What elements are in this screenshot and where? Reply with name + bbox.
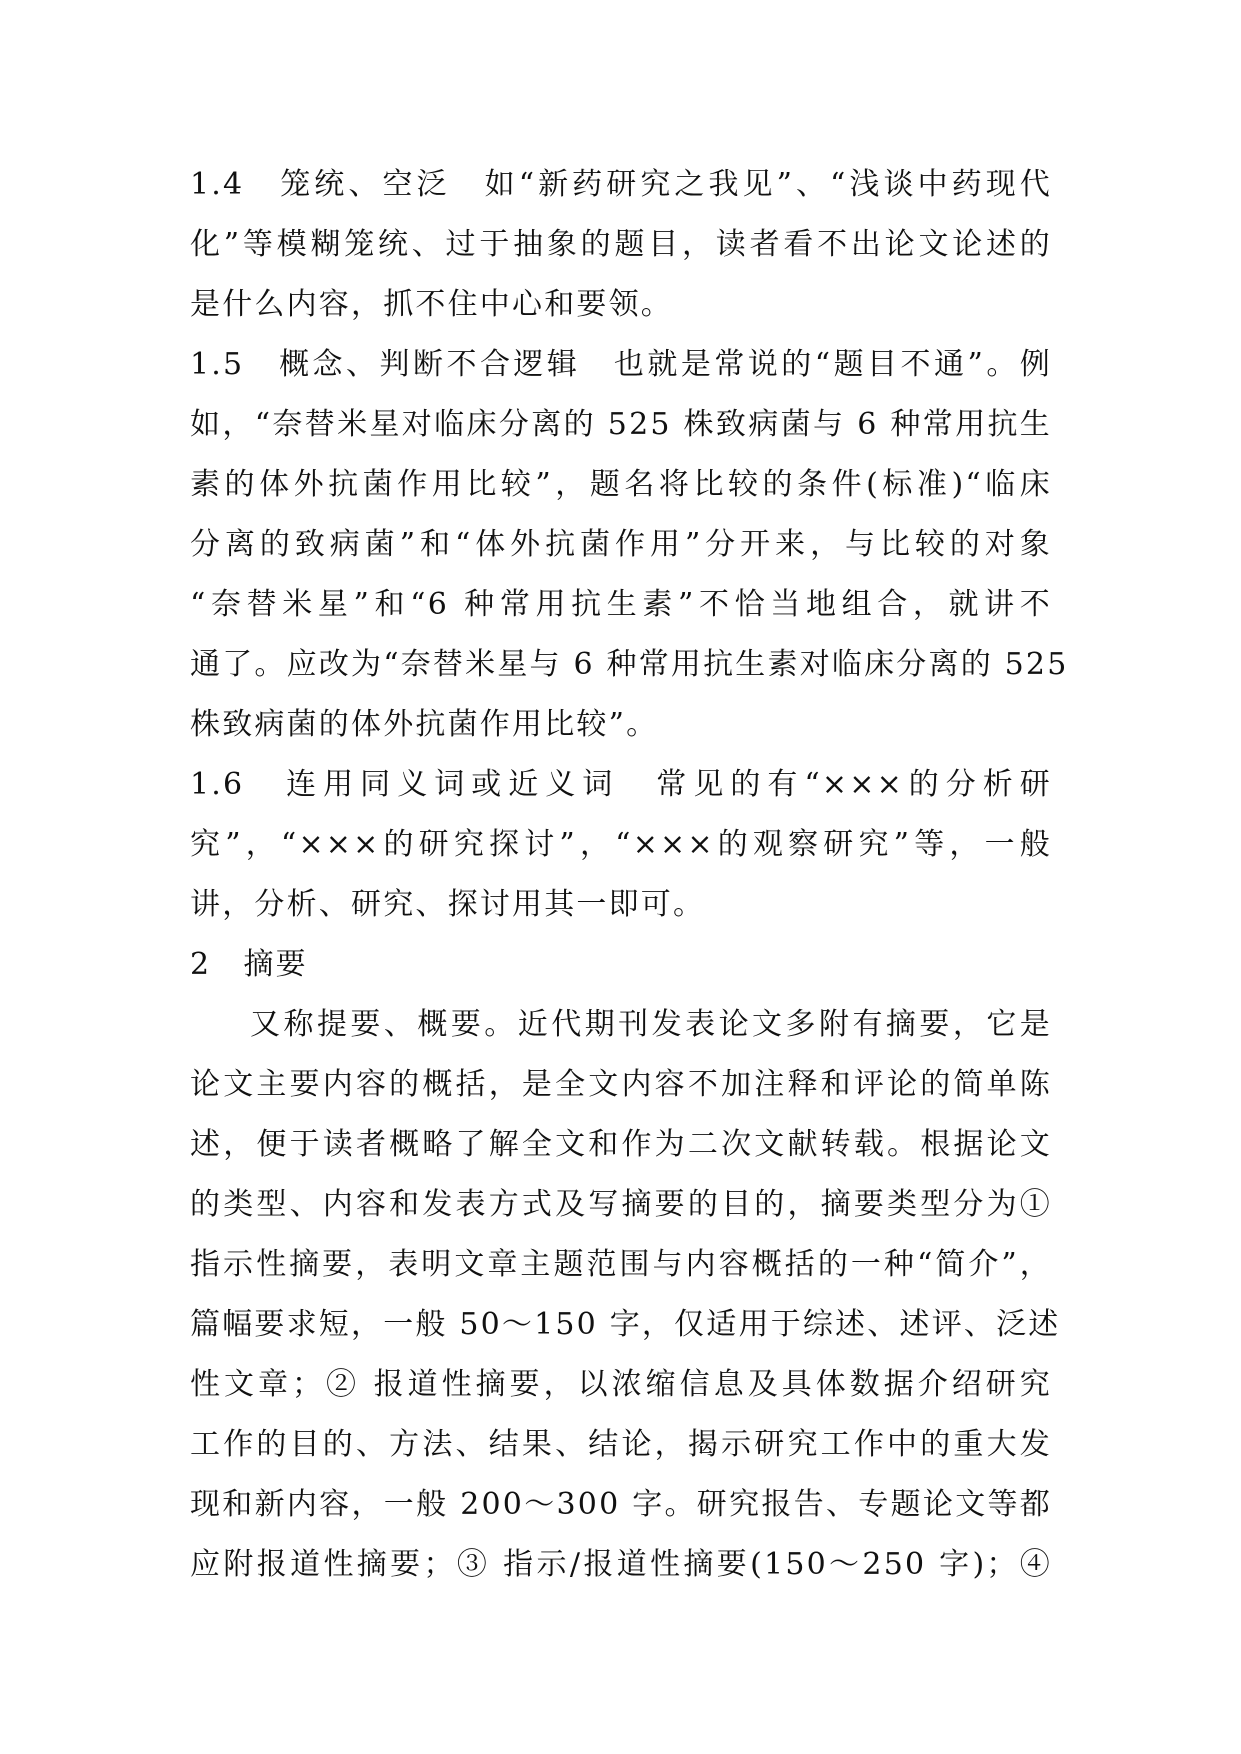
text-line: 述，便于读者概略了解全文和作为二次文献转载。根据论文 — [190, 1127, 1052, 1162]
text-line: 株致病菌的体外抗菌作用比较”。 — [190, 707, 659, 742]
text-line: 分离的致病菌”和“体外抗菌作用”分开来，与比较的对象 — [190, 527, 1052, 562]
document-page — [190, 155, 1069, 1595]
text-line: “奈替米星”和“6 种常用抗生素”不恰当地组合，就讲不 — [190, 587, 1052, 622]
text-line: 是什么内容，抓不住中心和要领。 — [190, 287, 673, 322]
text-line: 化”等模糊笼统、过于抽象的题目，读者看不出论文论述的 — [190, 227, 1052, 262]
text-line: 素的体外抗菌作用比较”，题名将比较的条件(标准)“临床 — [190, 467, 1052, 502]
text-line: 篇幅要求短，一般 50～150 字，仅适用于综述、述评、泛述 — [190, 1307, 1061, 1342]
text-line: 指示性摘要，表明文章主题范围与内容概括的一种“简介”， — [190, 1247, 1052, 1282]
section-heading: 2 摘要 — [190, 947, 308, 982]
text-line: 如，“奈替米星对临床分离的 525 株致病菌与 6 种常用抗生 — [190, 407, 1052, 442]
text-line: 1.6 连用同义词或近义词 常见的有“×××的分析研 — [190, 767, 1052, 802]
text-line: 讲，分析、研究、探讨用其一即可。 — [190, 887, 706, 922]
text-line: 究”，“×××的研究探讨”，“×××的观察研究”等，一般 — [190, 827, 1052, 862]
text-line: 应附报道性摘要；③ 指示/报道性摘要(150～250 字)；④ — [190, 1547, 1052, 1582]
text-line: 又称提要、概要。近代期刊发表论文多附有摘要，它是 — [250, 1007, 1052, 1042]
text-line: 的类型、内容和发表方式及写摘要的目的，摘要类型分为① — [190, 1187, 1052, 1222]
text-line: 工作的目的、方法、结果、结论，揭示研究工作中的重大发 — [190, 1427, 1052, 1462]
text-line: 1.4 笼统、空泛 如“新药研究之我见”、“浅谈中药现代 — [190, 167, 1052, 202]
text-line: 通了。应改为“奈替米星与 6 种常用抗生素对临床分离的 525 — [190, 647, 1069, 682]
text-line: 性文章；② 报道性摘要，以浓缩信息及具体数据介绍研究 — [190, 1367, 1052, 1402]
text-line: 1.5 概念、判断不合逻辑 也就是常说的“题目不通”。例 — [190, 347, 1052, 382]
text-line: 现和新内容，一般 200～300 字。研究报告、专题论文等都 — [190, 1487, 1052, 1522]
text-line: 论文主要内容的概括，是全文内容不加注释和评论的简单陈 — [190, 1067, 1052, 1102]
